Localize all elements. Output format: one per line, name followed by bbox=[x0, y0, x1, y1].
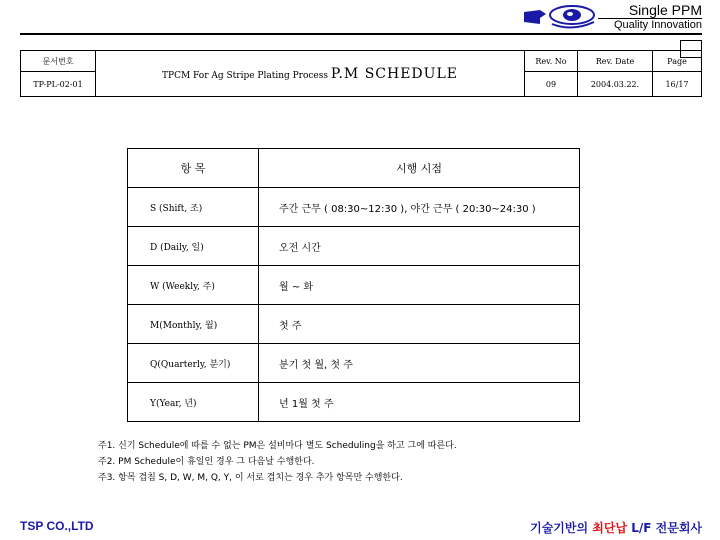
row-time: 오전 시간 bbox=[259, 227, 580, 266]
page-label: Page bbox=[653, 51, 702, 72]
tagline-highlight: 최단납 bbox=[592, 521, 628, 535]
doc-no-value: TP-PL-02-01 bbox=[21, 72, 96, 97]
row-time: 첫 주 bbox=[259, 305, 580, 344]
rev-no-value: 09 bbox=[525, 72, 578, 97]
doc-title bbox=[96, 51, 525, 97]
header-rule bbox=[20, 33, 702, 35]
notes bbox=[98, 438, 457, 486]
note-1: 주1. 신기 Schedule에 따를 수 없는 PM은 설비마다 별도 Scheduling을 하고 그에 따른다. bbox=[98, 441, 457, 451]
row-item: W (Weekly, 주) bbox=[128, 266, 259, 305]
note-3: 주3. 항목 겹침 S, D, W, M, Q, Y, 이 서로 겹치는 경우 추가 항목만 수행한다. bbox=[98, 473, 403, 483]
doc-title-main: P.M SCHEDULE bbox=[330, 65, 458, 82]
rev-date-value: 2004.03.22. bbox=[578, 72, 653, 97]
brand-title: Single PPM bbox=[628, 2, 702, 18]
row-time: 년 1월 첫 주 bbox=[259, 383, 580, 422]
row-item: S (Shift, 조) bbox=[128, 188, 259, 227]
table-row bbox=[128, 344, 580, 383]
row-time: 분기 첫 월, 첫 주 bbox=[259, 344, 580, 383]
table-row bbox=[128, 227, 580, 266]
pm-schedule-table bbox=[127, 148, 580, 422]
company-name: TSP CO.,LTD bbox=[20, 519, 94, 533]
row-item: Q(Quarterly, 분기) bbox=[128, 344, 259, 383]
table-row bbox=[128, 305, 580, 344]
row-item: M(Monthly, 월) bbox=[128, 305, 259, 344]
doc-no-label: 문서번호 bbox=[21, 51, 96, 72]
document-header-table bbox=[20, 50, 702, 97]
page-value: 16/17 bbox=[653, 72, 702, 97]
tagline-suffix: L/F 전문회사 bbox=[627, 521, 702, 535]
column-header-time: 시행 시점 bbox=[259, 149, 580, 188]
rev-no-label: Rev. No bbox=[525, 51, 578, 72]
row-item: D (Daily, 일) bbox=[128, 227, 259, 266]
rev-date-label: Rev. Date bbox=[578, 51, 653, 72]
note-2: 주2. PM Schedule이 휴일인 경우 그 다음날 수행한다. bbox=[98, 457, 315, 467]
tagline-prefix: 기술기반의 bbox=[530, 521, 593, 535]
table-row bbox=[128, 383, 580, 422]
row-item: Y(Year, 년) bbox=[128, 383, 259, 422]
row-time: 월 ~ 화 bbox=[259, 266, 580, 305]
company-tagline bbox=[530, 519, 702, 536]
column-header-item: 항 목 bbox=[128, 149, 259, 188]
eye-logo-icon bbox=[522, 2, 598, 32]
row-time: 주간 근무 ( 08:30~12:30 ), 야간 근무 ( 20:30~24:30 ) bbox=[259, 188, 580, 227]
table-row bbox=[128, 266, 580, 305]
brand-subtitle: Quality Innovation bbox=[613, 19, 702, 31]
table-header-row bbox=[128, 149, 580, 188]
doc-title-prefix: TPCM For Ag Stripe Plating Process bbox=[162, 70, 328, 81]
table-row bbox=[128, 188, 580, 227]
